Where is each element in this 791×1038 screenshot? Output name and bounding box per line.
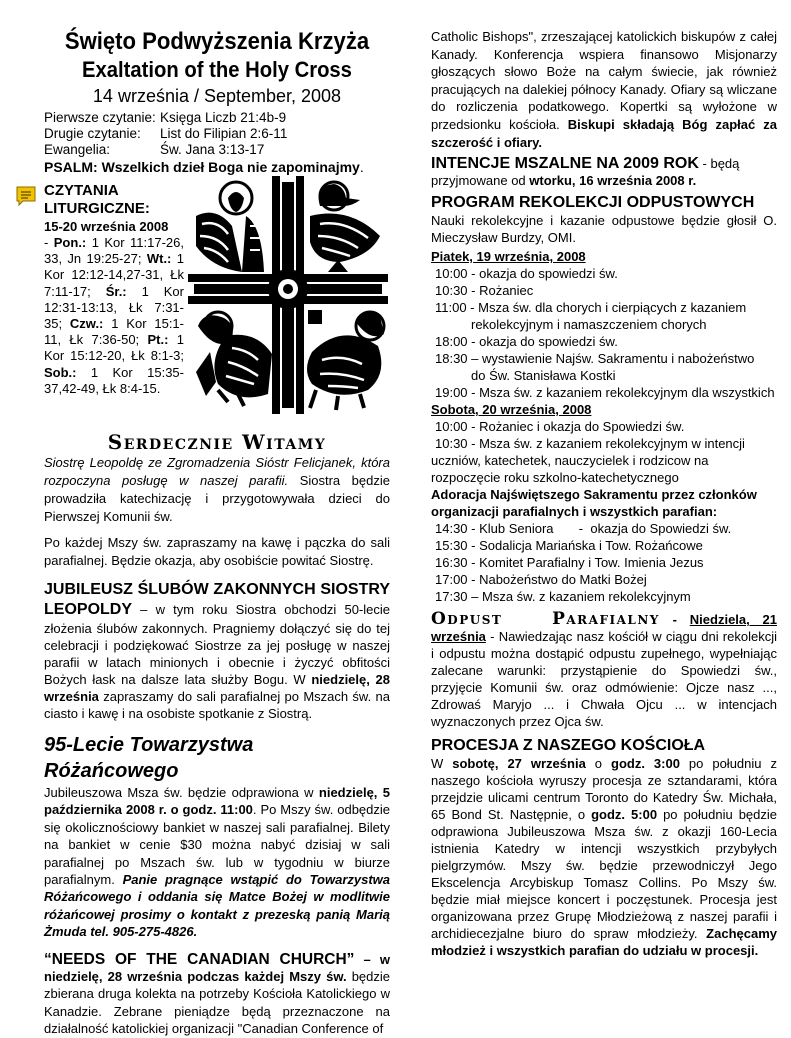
schedule-item: 10:30 - Msza św. z kazaniem rekolekcyjnym w intencji uczniów, katechetek, nauczycielek i rodzicow na rozpoczęcie roku szkolno-katechetycznego xyxy=(431,436,745,486)
welcome-heading: Serdecznie Witamy xyxy=(107,430,327,454)
retreat-intro: Nauki rekolekcyjne i kazanie odpustowe będzie głosił O. Mieczysław Burdzy, OMI. xyxy=(431,213,777,246)
jubilee-paragraph: JUBILEUSZ ŚLUBÓW ZAKONNYCH SIOSTRY LEOPOLDY – w tym roku Siostra obchodzi 50-lecie złożenia ślubów zakonnych. Pragniemy dołączyć się do tej celebracji i podziękować Siostrze za jej posługę w naszej parafii w latach minionych i obecnie i życzyć obfitości Bożych łask na dalsze lata służby Bogu. W niedzielę, 28 września zapraszamy do sali parafialnej po Mszach św. na ciasto i kawę i na osobiste spotkanie z Siostrą. xyxy=(44,581,391,721)
liturgical-items: - Pon.: 1 Kor 11:17-26, 33, Jn 19:25-27; Wt.: 1 Kor 12:12-14,27-31, Łk 7:11-17; Śr.: 1 Kor 12:31-13:13, Łk 7:31-35; Czw.: 1 Kor 15:1-11, Łk 7:36-50; Pt.: 1 Kor 15:12-20, Łk 8:1-3; Sob.: 1 Kor 15:35-37,42-49, Łk 8:4-15. xyxy=(44,235,184,396)
friday-schedule xyxy=(431,265,777,401)
schedule-item: 11:00 - Msza św. dla chorych i cierpiących z kazaniem xyxy=(435,300,747,316)
schedule-item: 17:30 – Msza św. z kazaniem rekolekcyjnym xyxy=(435,589,691,605)
title-polish: Święto Podwyższenia Krzyża xyxy=(64,28,370,55)
psalm-line: PSALM: Wszelkich dzieł Boga nie zapominajmy. xyxy=(44,159,364,175)
needs-paragraph-continued: Catholic Bishops", zrzeszającej katolickich biskupów z całej Kanady. Konferencja wspiera finansowo Misjonarzy głoszących słowo Boże na całym świecie, jak również pracujących na dalekiej północy Kanady. Ofiary są wliczane do rozliczenia podatkowego. Kopertki są wyłożone w przedsionku kościoła. Biskupi składają Bóg zapłać za szczerość i ofiary. xyxy=(431,29,777,150)
schedule-item: 18:30 – wystawienie Najśw. Sakramentu i nabożeństwo xyxy=(435,351,755,367)
title-english: Exaltation of the Holy Cross xyxy=(82,57,352,82)
adoration-text: Adoracja Najświętszego Sakramentu przez członków organizacji parafialnych i wszystkich parafian: xyxy=(431,487,757,520)
reading-row: Drugie czytanie: List do Filipian 2:6-11 xyxy=(44,126,288,141)
schedule-item: 14:30 - Klub Seniora - okazja do Spowiedzi św. xyxy=(435,521,732,537)
procession-paragraph: W sobotę, 27 września o godz. 3:00 po południu z naszego kościoła wyruszy procesja ze sztandarami, która przejdzie ulicami centrum Toronto do Katedry Św. Michała, 65 Bond St. Następnie, o godz. 5:00 po południu będzie odprawiona Jubileuszowa Msza św. z okazji 160-Lecia istnienia Katedry w intencji wszystkich przybyłych pielgrzymów. Mszy św. będzie przewodniczył Jego Ekscelencja Arcybiskup Tomasz Collins. Po Mszy św. będzie miał miejsce koncert i poczęstunek. Procesja jest organizowana przez Grupę Młodzieżową z naszej parafii i archidiecezjalne biuro do spraw młodzieży. Zachęcamy młodzież i wszystkich parafian do udziału w procesji. xyxy=(431,756,778,959)
liturgical-heading: CZYTANIA LITURGICZNE: xyxy=(44,182,150,217)
adoration-schedule xyxy=(431,520,777,605)
reading-row: Ewangelia: Św. Jana 3:13-17 xyxy=(44,142,265,157)
intentions-paragraph: INTENCJE MSZALNE NA 2009 ROK - będą przyjmowane od wtorku, 16 września 2008 r. xyxy=(431,155,740,189)
indulgence-paragraph: Odpust Parafialny - Niedziela, 21 września - Nawiedzając nasz kościół w ciągu dni rekolekcji i odpustu można dostąpić odpustu zupełnego, wypełniając zalecane warunki: przystąpienie do Spowiedzi św., przyjęcie Komunii św. oraz odmówienie: Ojcze nasz ..., Zdrowaś Maryjo ... i Chwała Ojcu ... w intencjach wyznaczonych przez Ojca św. xyxy=(431,609,777,730)
reading-row: Pierwsze czytanie: Księga Liczb 21:4b-9 xyxy=(44,110,287,125)
procession-heading: PROCESJA Z NASZEGO KOŚCIOŁA xyxy=(431,737,706,755)
welcome-paragraph-2: Po każdej Mszy św. zapraszamy na kawę i pączka do sali parafialnej. Będzie okazja, aby osobiście powitać Siostrę. xyxy=(44,535,390,568)
rosary-heading: 95-Lecie Towarzystwa Różańcowego xyxy=(44,734,254,782)
rosary-paragraph: Jubileuszowa Msza św. będzie odprawiona w niedzielę, 5 października 2008 r. o godz. 11:00. Po Mszy św. odbędzie się okolicznościowy bankiet w naszej sali parafialnej. Bilety na bankiet w cenie $30 można nabyć dzisiaj w sali parafialnej po Mszach św. lub w tygodniu w biurze parafialnym. Panie pragnące wstąpić do Towarzystwa Różańcowego i oddania się Matce Bożej w modlitwie różańcowej prosimy o kontakt z prezeską panią Marią Żmuda tel. 905-275-4826. xyxy=(44,785,391,940)
date-line: 14 września / September, 2008 xyxy=(92,86,342,106)
indulgence-heading: Odpust Parafialny xyxy=(431,609,660,630)
liturgical-range: 15-20 września 2008 xyxy=(44,219,169,234)
schedule-item: 19:00 - Msza św. z kazaniem rekolekcyjnym dla wszystkich xyxy=(435,385,775,401)
schedule-item-continued: do Św. Stanisława Kostki xyxy=(471,368,616,384)
intentions-heading: INTENCJE MSZALNE NA 2009 ROK xyxy=(431,155,699,173)
needs-paragraph: “NEEDS OF THE CANADIAN CHURCH” – w niedzielę, 28 września podczas każdej Mszy św. będzie zbierana druga kolekta na potrzeby Kościoła Katolickiego w Kanadzie. Zebrane pieniądze będą przeznaczone na działalność katolickiej organizacji "Canadian Conference of xyxy=(44,950,390,1037)
schedule-item-continued: rekolekcyjnym i namaszczeniem chorych xyxy=(471,317,707,333)
evangelists-cross-image xyxy=(188,176,388,414)
retreat-heading: PROGRAM REKOLEKCJI ODPUSTOWYCH xyxy=(431,194,755,212)
comment-icon[interactable] xyxy=(14,184,38,208)
schedule-item: 15:30 - Sodalicja Mariańska i Tow. Rożańcowe xyxy=(435,538,703,554)
schedule-item: 10:30 - Rożaniec xyxy=(435,283,534,299)
saturday-schedule xyxy=(431,418,777,486)
schedule-item: 18:00 - okazja do spowiedzi św. xyxy=(435,334,618,350)
welcome-paragraph: Siostrę Leopoldę ze Zgromadzenia Sióstr Felicjanek, która rozpoczyna posługę w naszej parafii. Siostra będzie prowadziła katechizację i przygotowywała dzieci do Pierwszej Komunii św. xyxy=(44,455,390,524)
liturgical-section xyxy=(44,182,390,420)
schedule-item: 10:00 - okazja do spowiedzi św. xyxy=(435,266,618,282)
saturday-heading: Sobota, 20 września, 2008 xyxy=(431,402,592,418)
needs-heading: “NEEDS OF THE CANADIAN CHURCH” xyxy=(44,950,355,968)
friday-heading: Piatek, 19 września, 2008 xyxy=(431,249,586,265)
readings-list xyxy=(44,110,390,158)
jubilee-heading: JUBILEUSZ ŚLUBÓW ZAKONNYCH SIOSTRY LEOPOLDY xyxy=(44,581,390,618)
schedule-item: 10:00 - Rożaniec i okazja do Spowiedzi św. xyxy=(435,419,685,435)
left-column xyxy=(44,0,390,1038)
schedule-item: 16:30 - Komitet Parafialny i Tow. Imienia Jezus xyxy=(435,555,704,571)
schedule-item: 17:00 - Nabożeństwo do Matki Bożej xyxy=(435,572,647,588)
liturgical-text xyxy=(44,182,184,397)
right-column xyxy=(431,0,777,959)
